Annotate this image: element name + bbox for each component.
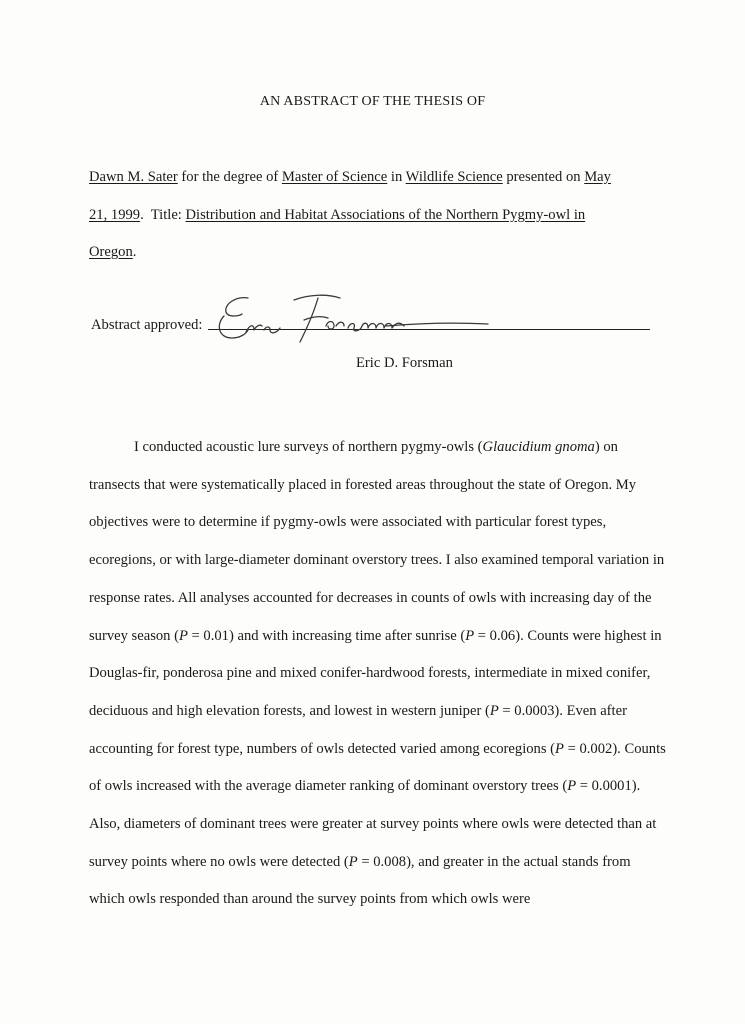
abstract-text: = 0.06). Counts were highest in Douglas-fir, ponderosa pine and mixed conifer-hardwood forests, intermediate in mixed conifer, deciduous and high elevation forests, and lowest in western juniper ( <box>89 627 662 719</box>
thesis-title: Oregon <box>89 244 133 260</box>
p-symbol: P <box>567 778 577 795</box>
p-symbol: P <box>465 627 475 644</box>
intro-text: for the degree of <box>177 169 282 185</box>
presentation-date: 21, 1999 <box>89 207 141 223</box>
intro-line-1 <box>89 169 611 186</box>
abstract-text: = 0.008), and greater in the actual stands from which owls responded than around the survey points from which owls were <box>89 853 631 908</box>
abstract-paragraph <box>89 429 669 919</box>
intro-text: in <box>387 169 406 185</box>
abstract-text: = 0.0003). Even after accounting for forest type, numbers of owls detected varied among ecoregions ( <box>89 702 627 757</box>
page-heading: AN ABSTRACT OF THE THESIS OF <box>259 94 486 109</box>
abstract-text: ) on transects that were systematically placed in forested areas throughout the state of Oregon. My objectives were to determine if pygmy-owls were associated with particular forest types, ecoregions, or with large-diameter dominant overstory trees. I also examined temporal variation in response rates. All analyses accounted for decreases in counts of owls with increasing day of the survey season ( <box>89 439 665 644</box>
abstract-text: = 0.01) and with increasing time after sunrise ( <box>187 627 466 644</box>
abstract-text: I conducted acoustic lure surveys of northern pygmy-owls ( <box>134 439 483 455</box>
abstract-body <box>89 429 669 919</box>
degree-name: Master of Science <box>281 169 388 185</box>
abstract-text: = 0.0001). Also, diameters of dominant trees were greater at survey points where owls were detected than at survey points where no owls were detected ( <box>89 778 657 870</box>
thesis-title: Distribution and Habitat Associations of the Northern Pygmy-owl in <box>185 207 586 223</box>
intro-text: . <box>132 244 137 260</box>
author-name: Dawn M. Sater <box>89 169 178 185</box>
signer-name: Eric D. Forsman <box>356 355 453 371</box>
p-symbol: P <box>489 702 499 719</box>
p-symbol: P <box>555 740 564 757</box>
intro-line-3 <box>89 244 136 261</box>
p-symbol: P <box>178 627 188 644</box>
intro-text: presented on <box>502 169 585 185</box>
field-name: Wildlife Science <box>405 169 503 185</box>
presentation-date: May <box>584 169 611 185</box>
abstract-text: = 0.002). Counts of owls increased with the average diameter ranking of dominant overstory trees ( <box>89 740 666 795</box>
intro-line-2 <box>89 207 585 224</box>
p-symbol: P <box>348 853 358 870</box>
species-name: Glaucidium gnoma <box>482 439 595 455</box>
approval-label: Abstract approved: <box>91 317 203 333</box>
intro-text: . Title: <box>140 207 186 223</box>
handwritten-signature <box>210 286 490 346</box>
